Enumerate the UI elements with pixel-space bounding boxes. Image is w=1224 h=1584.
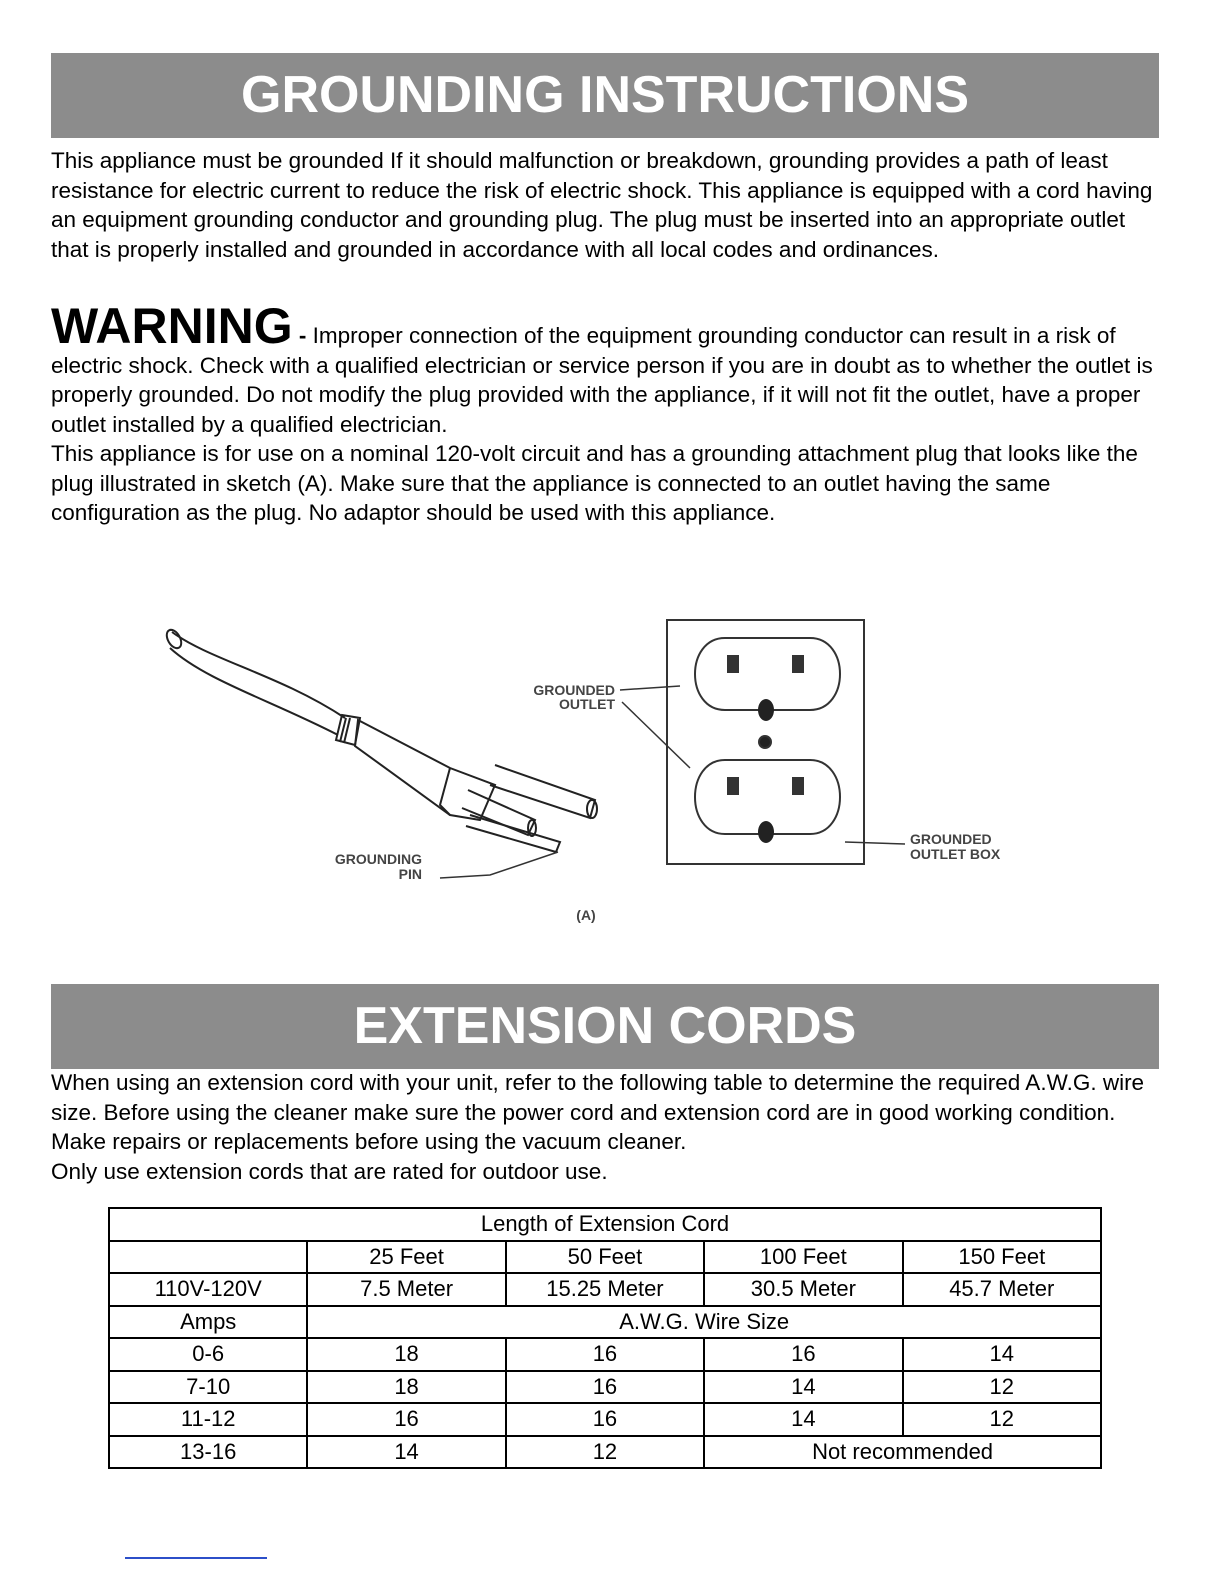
- power-cord-illustration: [164, 627, 597, 852]
- extension-cords-text: When using an extension cord with your unit, refer to the following table to determine the required A.W.G. wire size. Before using the cleaner make sure the power cord and extension cord are in good working condition. Make repairs or replacements before using the vacuum cleaner.: [51, 1070, 1145, 1154]
- voltage-cell: 110V-120V: [109, 1273, 307, 1306]
- meter-cell: 15.25 Meter: [506, 1273, 704, 1306]
- length-header: Length of Extension Cord: [109, 1208, 1101, 1241]
- gauge-cell: 18: [307, 1338, 505, 1371]
- gauge-cell: 14: [903, 1338, 1101, 1371]
- grounding-instructions-heading: GROUNDING INSTRUCTIONS: [51, 53, 1159, 138]
- warning-dash: -: [292, 323, 313, 348]
- amps-label: Amps: [109, 1306, 307, 1339]
- amps-cell: 7-10: [109, 1371, 307, 1404]
- grounded-outlet-label-line2: OUTLET: [559, 696, 615, 712]
- grounded-outlet-label-line1: GROUNDED: [533, 682, 615, 698]
- outlet-box-label-line1: GROUNDED: [910, 831, 992, 847]
- gauge-cell: 12: [903, 1371, 1101, 1404]
- gauge-cell: 16: [506, 1338, 704, 1371]
- gauge-cell: 12: [506, 1436, 704, 1469]
- gauge-cell: 14: [704, 1371, 902, 1404]
- warning-word: WARNING: [51, 298, 293, 354]
- meter-cell: 45.7 Meter: [903, 1273, 1101, 1306]
- gauge-cell: 16: [506, 1403, 704, 1436]
- footer-rule: [125, 1557, 267, 1559]
- feet-cell: 25 Feet: [307, 1241, 505, 1274]
- labels-row: [109, 1306, 1101, 1339]
- warning-block: [51, 298, 1166, 528]
- table-row: [109, 1338, 1101, 1371]
- gauge-cell: 14: [704, 1403, 902, 1436]
- extension-cords-text-block: [51, 1068, 1166, 1186]
- warning-text: Improper connection of the equipment grounding conductor can result in a risk of electric shock. Check with a qualified electrician or service person if you are in doubt as to whether the outlet is properly grounded. Do not modify the plug provided with the appliance, if it will not fit the outlet, have a proper outlet installed by a qualified electrician.: [51, 323, 1153, 437]
- gauge-cell: 18: [307, 1371, 505, 1404]
- extension-cords-heading: EXTENSION CORDS: [51, 984, 1159, 1069]
- gauge-cell: 16: [506, 1371, 704, 1404]
- table-header-row: [109, 1208, 1101, 1241]
- meter-cell: 30.5 Meter: [704, 1273, 902, 1306]
- table-row: [109, 1371, 1101, 1404]
- wire-size-label: A.W.G. Wire Size: [307, 1306, 1101, 1339]
- meters-row: [109, 1273, 1101, 1306]
- feet-row: [109, 1241, 1101, 1274]
- gauge-cell: 14: [307, 1436, 505, 1469]
- empty-cell: [109, 1241, 307, 1274]
- amps-cell: 13-16: [109, 1436, 307, 1469]
- circuit-text: This appliance is for use on a nominal 120-volt circuit and has a grounding attachment plug that looks like the plug illustrated in sketch (A). Make sure that the appliance is connected to an outlet having the same configuration as the plug. No adaptor should be used with this appliance.: [51, 441, 1138, 525]
- table-row: [109, 1436, 1101, 1469]
- amps-cell: 0-6: [109, 1338, 307, 1371]
- grounding-pin-label-line1: GROUNDING: [334, 851, 422, 867]
- outdoor-use-text: Only use extension cords that are rated for outdoor use.: [51, 1158, 608, 1184]
- outlet-box-label-line2: OUTLET BOX: [910, 846, 1001, 862]
- feet-cell: 50 Feet: [506, 1241, 704, 1274]
- extension-cord-table: [108, 1207, 1102, 1469]
- not-recommended-cell: Not recommended: [704, 1436, 1101, 1469]
- feet-cell: 100 Feet: [704, 1241, 902, 1274]
- gauge-cell: 16: [704, 1338, 902, 1371]
- meter-cell: 7.5 Meter: [307, 1273, 505, 1306]
- table-row: [109, 1403, 1101, 1436]
- feet-cell: 150 Feet: [903, 1241, 1101, 1274]
- figure-caption: (A): [576, 907, 596, 923]
- grounding-plug-diagram: [150, 590, 1050, 930]
- grounding-pin-label-line2: PIN: [398, 866, 422, 882]
- grounding-intro-text: This appliance must be grounded If it should malfunction or breakdown, grounding provides a path of least resistance for electric current to reduce the risk of electric shock. This appliance is equipped with a cord having an equipment grounding conductor and grounding plug. The plug must be inserted into an appropriate outlet that is properly installed and grounded in accordance with all local codes and ordinances.: [51, 148, 1153, 262]
- amps-cell: 11-12: [109, 1403, 307, 1436]
- gauge-cell: 12: [903, 1403, 1101, 1436]
- gauge-cell: 16: [307, 1403, 505, 1436]
